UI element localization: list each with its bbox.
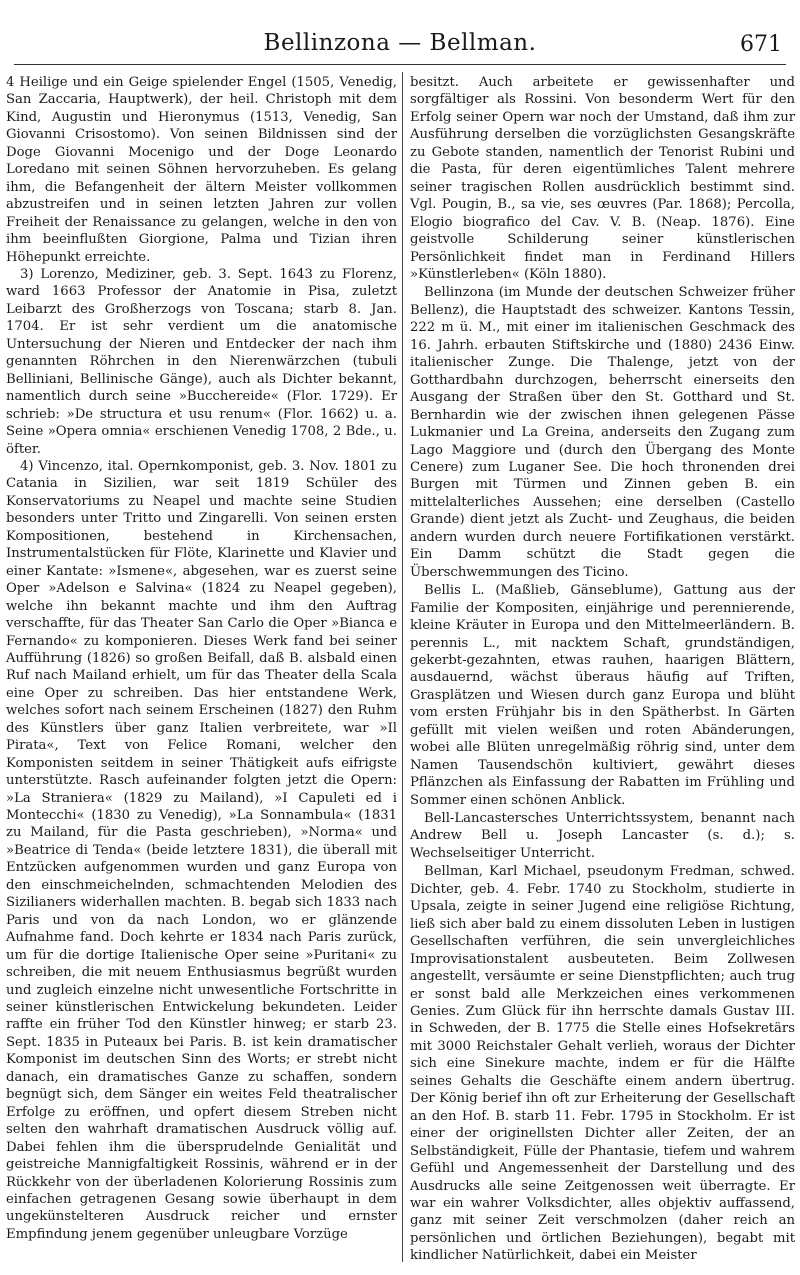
running-title: Bellinzona — Bellman. [263,30,537,56]
paragraph-lorenzo-bellini: 3) Lorenzo, Mediziner, geb. 3. Sept. 1643 zu Florenz, ward 1663 Professor der Anatomie in Pisa, zuletzt Leibarzt des Großherzogs von Toscana; starb 8. Jan. 1704. Er ist sehr verdient um die anatomische Untersuchung der Nieren und Entdecker der nach ihm genannten Röhrchen in den Nierenwärzchen (tubuli Belliniani, Bellinische Gänge), auch als Dichter bekannt, namentlich durch seine »Bucchereide« (Flor. 1729). Er schrieb: »De structura et usu renum« (Flor. 1662) u. a. Seine »Opera omnia« erschienen Venedig 1708, 2 Bde., u. öfter. [6,266,397,457]
paragraph-vincenzo-bellini: 4) Vincenzo, ital. Opernkomponist, geb. 3. Nov. 1801 zu Catania in Sizilien, war seit 1819 Schüler des Konservatoriums zu Neapel und machte seine Studien besonders unter Tritto und Zingarelli. Von seinen ersten Kompositionen, bestehend in Kirchensachen, Instrumentalstücken für Flöte, Klarinette und Klavier und einer Kantate: »Ismene«, abgesehen, war es zuerst seine Oper »Adelson e Salvina« (1824 zu Neapel gegeben), welche ihn bekannt machte und ihm den Auftrag verschaffte, für das Theater San Carlo die Oper »Bianca e Fernando« zu komponieren. Dieses Werk fand bei seiner Aufführung (1826) so großen Beifall, daß B. alsbald einen Ruf nach Mailand erhielt, um für das Theater della Scala eine Oper zu schreiben. Das hier entstandene Werk, welches sofort nach seinem Erscheinen (1827) den Ruhm des Künstlers über ganz Italien verbreitete, war »Il Pirata«, Text von Felice Romani, welcher den Komponisten seitdem in seiner Thätigkeit aufs eifrigste unterstützte. Rasch aufeinander folgten jetzt die Opern: »La Straniera« (1829 zu Mailand), »I Capuleti ed i Montecchi« (1830 zu Venedig), »La Sonnambula« (1831 zu Mailand, für die Pasta geschrieben), »Norma« und »Beatrice di Tenda« (beide letztere 1831), die überall mit Entzücken aufgenommen wurden und ganz Europa von den einschmeichelnden, schmachtenden Melodien des Sizilianers widerhallen machten. B. begab sich 1833 nach Paris und von da nach London, wo er glänzende Aufnahme fand. Doch kehrte er 1834 nach Paris zurück, um für die dortige Italienische Oper seine »Puritani« zu schreiben, die mit neuem Enthusiasmus begrüßt wurden und zugleich einzelne nicht unwesentliche Fortschritte in seiner künstlerischen Entwickelung bekundeten. Leider raffte ein früher Tod den Künstler hinweg; er starb 23. Sept. 1835 in Puteaux bei Paris. B. ist kein dramatischer Komponist im deutschen Sinn des Worts; er strebt nicht danach, ein dramatisches Ganze zu schaffen, sondern begnügt sich, dem Sänger ein weites Feld theatralischer Erfolge zu eröffnen, und opfert diesem Streben nicht selten den wahrhaft dramatischen Ausdruck völlig auf. Dabei fehlen ihm die übersprudelnde Genialität und geistreiche Mannigfaltigkeit Rossinis, während er in der Rückkehr von der überladenen Kolorierung Rossinis zum einfachen getragenen Gesang sowie überhaupt in dem ungekünstelteren Ausdruck reicher und ernster Empfindung jenem gegenüber unleugbare Vorzüge [6,458,397,1242]
right-column [410,74,795,1265]
entry-bell-lancaster: Bell-Lancastersches Unterrichtssystem, benannt nach Andrew Bell u. Joseph Lancaster (s. d.); s. Wechselseitiger Unterricht. [410,811,795,861]
paragraph-bellini-works: 4 Heilige und ein Geige spielender Engel (1505, Venedig, San Zaccaria, Hauptwerk), der heil. Christoph mit dem Kind, Augustin und Hieronymus (1513, Venedig, San Giovanni Crisostomo). Von seinen Bildnissen sind der Doge Giovanni Mocenigo und der Doge Leonardo Loredano mit seinen Söhnen hervorzuheben. Es gelang ihm, die Befangenheit der ältern Meister vollkommen abzustreifen und in seinen letzten Jahren zur vollen Freiheit der Renaissance zu gelangen, welche in den von ihm beeinflußten Giorgione, Palma und Tizian ihren Höhepunkt erreichte. [6,75,397,265]
page-header [0,26,800,66]
paragraph-bellini-continued: besitzt. Auch arbeitete er gewissenhafter und sorgfältiger als Rossini. Von besonderm Wert für den Erfolg seiner Opern war noch der Umstand, daß ihm zur Ausführung derselben die vorzüglichsten Gesangskräfte zu Gebote standen, namentlich der Tenorist Rubini und die Pasta, für deren eigentümliches Talent mehrere seiner tragischen Rollen ausdrücklich bestimmt sind. Vgl. Pougin, B., sa vie, ses œuvres (Par. 1868); Percolla, Elogio biografico del Cav. V. B. (Neap. 1876). Eine geistvolle Schilderung seiner künstlerischen Persönlichkeit findet man in Ferdinand Hillers »Künstlerleben« (Köln 1880). [410,75,795,282]
entry-bellinzona: Bellinzona (im Munde der deutschen Schweizer früher Bellenz), die Hauptstadt des schweizer. Kantons Tessin, 222 m ü. M., mit einer im italienischen Geschmack des 16. Jahrh. erbauten Stiftskirche und (1880) 2436 Einw. italienischer Zunge. Die Thalenge, jetzt von der Gotthardbahn durchzogen, beherrscht einerseits den Ausgang der Straßen über den St. Gotthard und St. Bernhardin wie der zwischen ihnen gelegenen Pässe Lukmanier und La Greina, anderseits den Zugang zum Lago Maggiore und (durch den Übergang des Monte Cenere) zum Luganer See. Die hoch thronenden drei Burgen mit Türmen und Zinnen geben B. ein mittelalterliches Aussehen; eine derselben (Castello Grande) dient jetzt als Zucht- und Zeughaus, die beiden andern wurden durch neuere Fortifikationen verstärkt. Ein Damm schützt die Stadt gegen die Überschwemmungen des Ticino. [410,285,795,580]
page-number: 671 [740,32,782,57]
column-divider [402,72,403,1262]
entry-bellis: Bellis L. (Maßlieb, Gänseblume), Gattung aus der Familie der Kompositen, einjährige und perennierende, kleine Kräuter in Europa und den Mittelmeerländern. B. perennis L., mit nacktem Schaft, grundständigen, gekerbt-gezahnten, etwas rauhen, haarigen Blättern, ausdauernd, wächst überaus häufig auf Triften, Grasplätzen und Wiesen durch ganz Europa und blüht vom ersten Frühjahr bis in den Spätherbst. In Gärten gefüllt mit vielen weißen und roten Abänderungen, wobei alle Blüten unregelmäßig röhrig sind, unter dem Namen Tausendschön kultiviert, gewährt dieses Pflänzchen als Einfassung der Rabatten im Frühling und Sommer einen schönen Anblick. [410,583,795,808]
header-rule [14,64,786,65]
left-column [6,74,397,1243]
entry-bellman: Bellman, Karl Michael, pseudonym Fredman, schwed. Dichter, geb. 4. Febr. 1740 zu Stockholm, studierte in Upsala, zeigte in seiner Jugend eine religiöse Richtung, ließ sich aber bald zu einem dissoluten Leben in lustigen Gesellschaften verführen, die sein unvergleichliches Improvisationstalent ausbeuteten. Beim Zollwesen angestellt, versäumte er seine Dienstpflichten; auch trug er sonst bald alle Merkzeichen eines verkommenen Genies. Zum Glück für ihn herrschte damals Gustav III. in Schweden, der B. 1775 die Stelle eines Hofsekretärs mit 3000 Reichstaler Gehalt verlieh, woraus der Dichter sich eine Sinekure machte, indem er für die Hälfte seines Gehalts die Geschäfte einem andern übertrug. Der König berief ihn oft zur Erheiterung der Gesellschaft an den Hof. B. starb 11. Febr. 1795 in Stockholm. Er ist einer der originellsten Dichter aller Zeiten, der an Selbständigkeit, Fülle der Phantasie, tiefem und wahrem Gefühl und Angemessenheit der Darstellung und des Ausdrucks alle seine Zeitgenossen weit überragte. Er war ein wahrer Volksdichter, alles objektiv auffassend, ganz mit seiner Zeit verschmolzen (daher reich an persönlichen und örtlichen Beziehungen), begabt mit kindlicher Natürlichkeit, dabei ein Meister [410,864,795,1264]
